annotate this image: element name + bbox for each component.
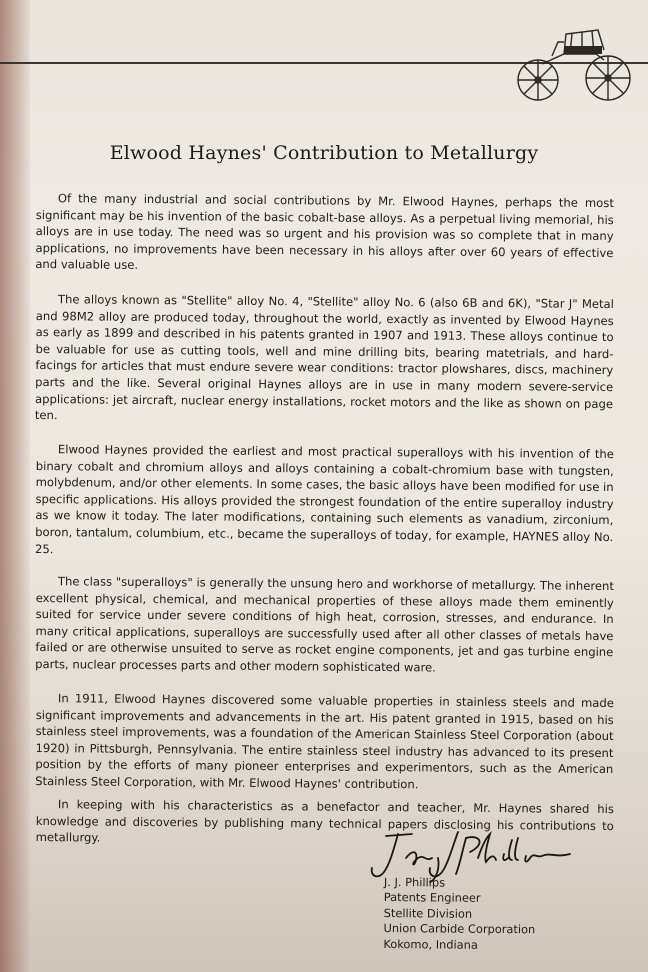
document-title: Elwood Haynes' Contribution to Metallurgy — [109, 142, 539, 164]
signer-location: Kokomo, Indiana — [383, 936, 478, 952]
paragraph: The class "superalloys" is generally the unsung hero and workhorse of metallurgy. The inherent excellent physical, chemical, and mechanical properties of these alloys made them eminently suited for service under severe conditions of high heat, corrosion, stresses, and endurance. In many critical applications, superalloys are successfully used after all other classes of metals have failed or are otherwise unsuited to serve as rocket engine components, jet and gas turbine engine parts, nuclear processes parts and other modern sophisticated ware. — [35, 574, 614, 675]
paragraph: The alloys known as "Stellite" alloy No. 4, "Stellite" alloy No. 6 (also 6B and 6K), "Star J" Metal and 98M2 alloy are produced today, throughout the world, exactly as invented by Elwood Haynes as early as 1899 and described in his patents granted in 1907 and 1913. These alloys continue to be valuable for use as cutting tools, well and mine drilling bits, bearing matetrials, and hard-facings for articles that must endure severe wear conditions: tractor plowshares, discs, machinery parts and the like. Several original Haynes alloys are in use in many modern severe-service applications: jet aircraft, nuclear energy installations, rocket motors and the like as shown on page ten. — [34, 292, 614, 423]
paragraph: Of the many industrial and social contributions by Mr. Elwood Haynes, perhaps the most significant may be his invention of the basic cobalt-base alloys. As a perpetual living memorial, his alloys are in use today. The need was so urgent and his provision was so complete that in many applications, no improvements have been necessary in his alloys after over 60 years of effective and valuable use. — [35, 191, 614, 273]
paragraph: In 1911, Elwood Haynes discovered some valuable properties in stainless steels and made significant improvements and advancements in the art. His patent granted in 1915, based on his stainless steel improvements, was a foundation of the American Stainless Steel Corporation (about 1920) in Pittsburgh, Pennsylvania. The entire stainless steel industry has advanced to its present position by the efforts of many pioneer enterprises and experimentors, such as the American Stainless Steel Corporation, with Mr. Elwood Haynes' contribution. — [35, 691, 614, 792]
signer-name: J. J. Phillips — [383, 875, 446, 890]
signature-block — [383, 875, 624, 954]
signer-division: Stellite Division — [383, 905, 473, 921]
paragraph: In keeping with his characteristics as a benefactor and teacher, Mr. Haynes shared his knowledge and discoveries by publishing many technical papers disclosing his contributions to metallurgy. — [35, 797, 614, 845]
signer-position: Patents Engineer — [383, 890, 481, 906]
antique-automobile-icon — [512, 20, 636, 106]
signer-company: Union Carbide Corporation — [383, 921, 536, 937]
paragraph: Elwood Haynes provided the earliest and most practical superalloys with his invention of the binary cobalt and chromium alloys and alloys containing a cobalt-chromium base with tungsten, molybdenum, and/or other elements. In some cases, the basic alloys have been modified for use in specific applications. His alloys provided the strongest foundation of the entire superalloy industry as we know it today. The later modifications, containing such elements as vanadium, zirconium, boron, tantalum, columbium, etc., became the superalloys of today, for example, HAYNES alloy No. 25. — [35, 442, 614, 556]
